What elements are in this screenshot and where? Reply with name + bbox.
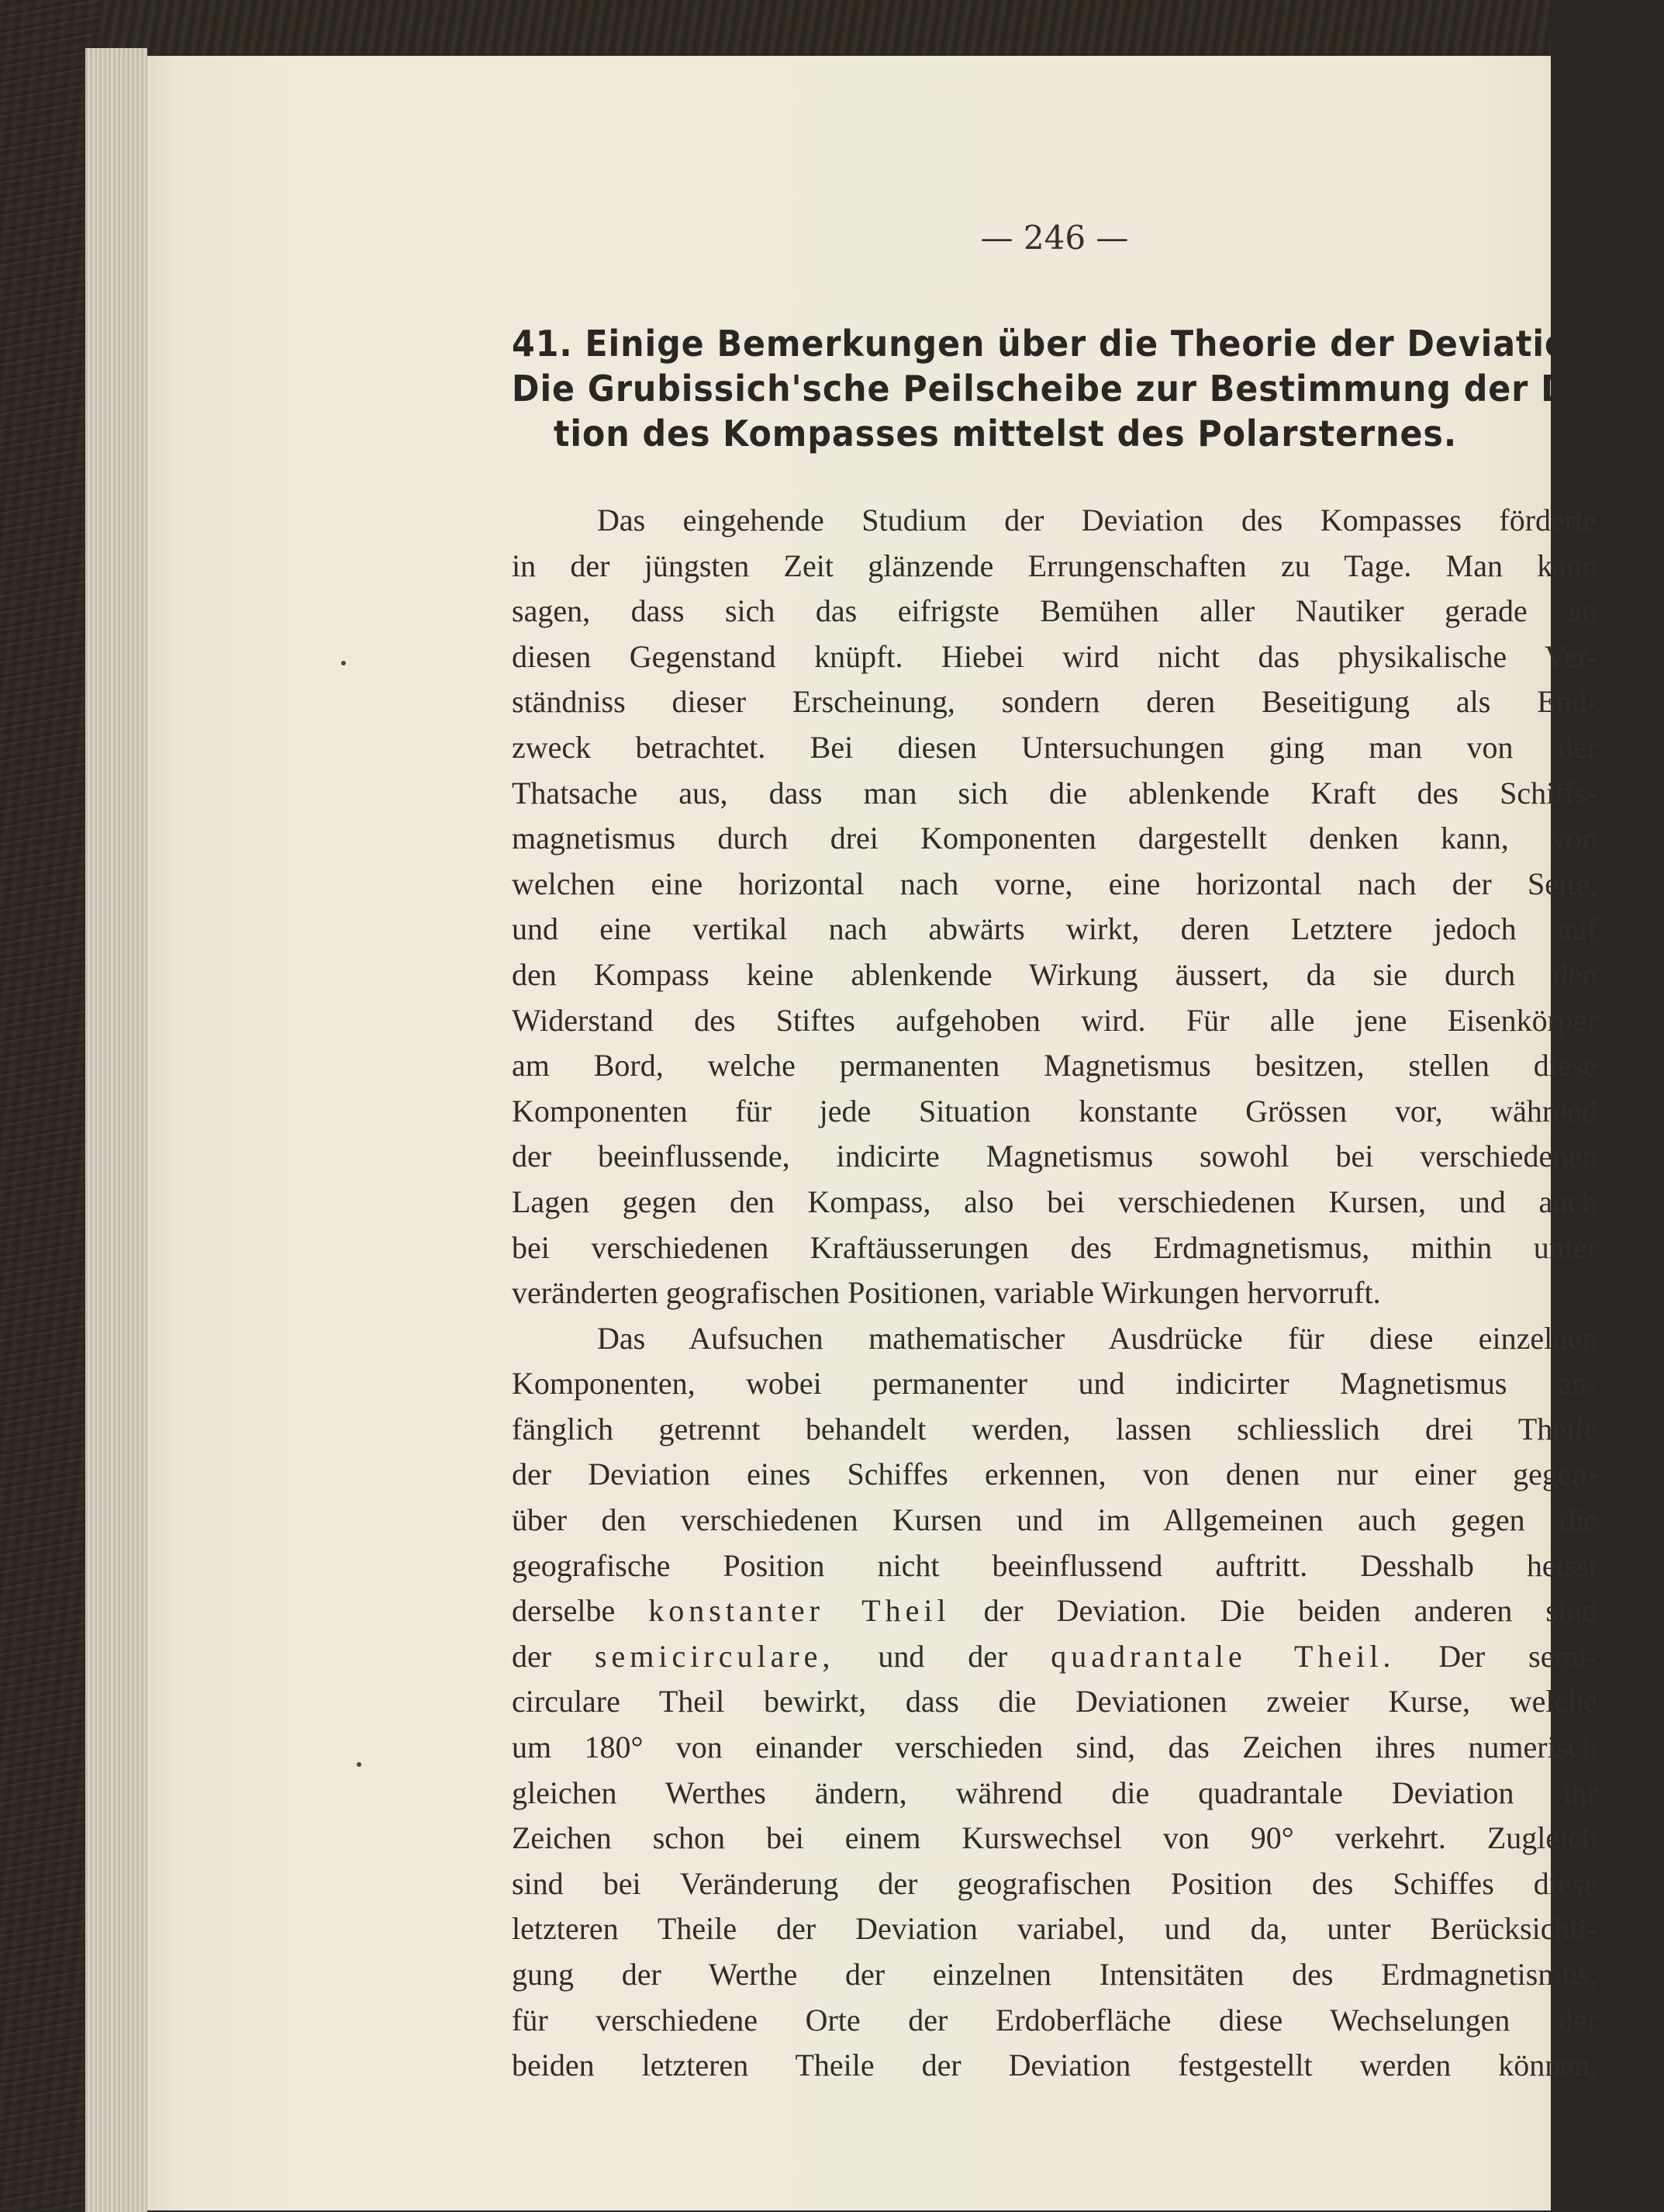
page-number: — 246 — xyxy=(980,219,1129,257)
text-line: sind bei Veränderung der geografischen Position des Schiffes diese xyxy=(512,1865,1597,1901)
text-line: Thatsache aus, dass man sich die ablenkende Kraft des Schiffs- xyxy=(512,775,1597,810)
section-heading xyxy=(512,321,1664,456)
text-segment: der Deviation. Die beiden anderen sind xyxy=(950,1593,1597,1629)
text-line: und eine vertikal nach abwärts wirkt, deren Letztere jedoch auf xyxy=(512,911,1597,947)
heading-line: tion des Kompasses mittelst des Polarsternes. xyxy=(553,413,1457,454)
text-segment: und der xyxy=(834,1638,1051,1674)
text-line: Komponenten für jede Situation konstante Grössen vor, während xyxy=(512,1093,1597,1128)
text-segment: Der semi- xyxy=(1395,1638,1597,1674)
text-line: ständniss dieser Erscheinung, sondern deren Beseitigung als End- xyxy=(512,684,1597,720)
text-line: gleichen Werthes ändern, während die quadrantale Deviation ihr xyxy=(512,1775,1597,1810)
text-line: circulare Theil bewirkt, dass die Deviationen zweier Kurse, welche xyxy=(512,1684,1597,1719)
book-page xyxy=(147,56,1664,2210)
text-line: Zeichen schon bei einem Kurswechsel von 90° verkehrt. Zugleich xyxy=(512,1820,1597,1856)
text-line: in der jüngsten Zeit glänzende Errungenschaften zu Tage. Man kann xyxy=(512,548,1597,583)
book-cover-top xyxy=(0,0,1551,54)
text-line: über den verschiedenen Kursen und im Allgemeinen auch gegen die xyxy=(512,1502,1597,1538)
text-line: diesen Gegenstand knüpft. Hiebei wird nicht das physikalische Ver- xyxy=(512,638,1597,674)
text-line: Das eingehende Studium der Deviation des Kompasses förderte xyxy=(597,503,1597,537)
text-line xyxy=(512,1588,1597,1634)
text-segment: der xyxy=(512,1638,595,1674)
heading-line: Die Grubissich'sche Peilscheibe zur Bestimmung der Devia- xyxy=(512,368,1664,410)
text-line: letzteren Theile der Deviation variabel, und da, unter Berücksichti- xyxy=(512,1911,1597,1947)
text-line: der beeinflussende, indicirte Magnetismus sowohl bei verschiedenen xyxy=(512,1139,1597,1174)
text-line: Das Aufsuchen mathematischer Ausdrücke für diese einzelnen xyxy=(597,1320,1597,1356)
text-line: gung der Werthe der einzelnen Intensitäten des Erdmagnetismus, xyxy=(512,1957,1597,1992)
text-line: Komponenten, wobei permanenter und indicirter Magnetismus an- xyxy=(512,1366,1597,1402)
text-line: um 180° von einander verschieden sind, das Zeichen ihres numerisch xyxy=(512,1730,1597,1765)
text-line: beiden letzteren Theile der Deviation festgestellt werden können, xyxy=(512,2048,1597,2083)
text-line xyxy=(512,1634,1597,1680)
spaced-emphasis: quadrantale Theil. xyxy=(1051,1638,1396,1674)
spaced-emphasis: semicirculare, xyxy=(594,1638,835,1674)
body-text xyxy=(512,498,1597,2089)
page-edges xyxy=(85,48,147,2212)
text-line: der Deviation eines Schiffes erkennen, von denen nur einer gegen- xyxy=(512,1457,1597,1492)
spaced-emphasis: konstanter Theil xyxy=(648,1593,951,1629)
text-line: Lagen gegen den Kompass, also bei verschiedenen Kursen, und auch xyxy=(512,1184,1597,1219)
paper-speck xyxy=(357,1762,361,1767)
text-line: geografische Position nicht beeinflussend auftritt. Desshalb heisst xyxy=(512,1547,1597,1583)
paper-speck xyxy=(341,661,346,665)
text-line: veränderten geografischen Positionen, variable Wirkungen hervorruft. xyxy=(512,1275,1381,1311)
text-line: bei verschiedenen Kraftäusserungen des Erdmagnetismus, mithin unter xyxy=(512,1229,1597,1265)
text-line: magnetismus durch drei Komponenten dargestellt denken kann, von xyxy=(512,821,1597,856)
text-line: welchen eine horizontal nach vorne, eine horizontal nach der Seite, xyxy=(512,866,1597,901)
heading-line: 41. Einige Bemerkungen über die Theorie der Deviation. xyxy=(512,323,1606,365)
text-line: fänglich getrennt behandelt werden, lassen schliesslich drei Theile xyxy=(512,1411,1597,1446)
text-line: zweck betrachtet. Bei diesen Untersuchungen ging man von der xyxy=(512,729,1597,765)
text-line: den Kompass keine ablenkende Wirkung äussert, da sie durch den xyxy=(512,956,1597,992)
text-line: Widerstand des Stiftes aufgehoben wird. Für alle jene Eisenkörper xyxy=(512,1002,1597,1038)
text-segment: derselbe xyxy=(512,1593,649,1629)
text-line: sagen, dass sich das eifrigste Bemühen aller Nautiker gerade an xyxy=(512,593,1597,629)
text-line: für verschiedene Orte der Erdoberfläche diese Wechselungen der xyxy=(512,2002,1597,2037)
text-line: am Bord, welche permanenten Magnetismus besitzen, stellen diese xyxy=(512,1048,1597,1084)
